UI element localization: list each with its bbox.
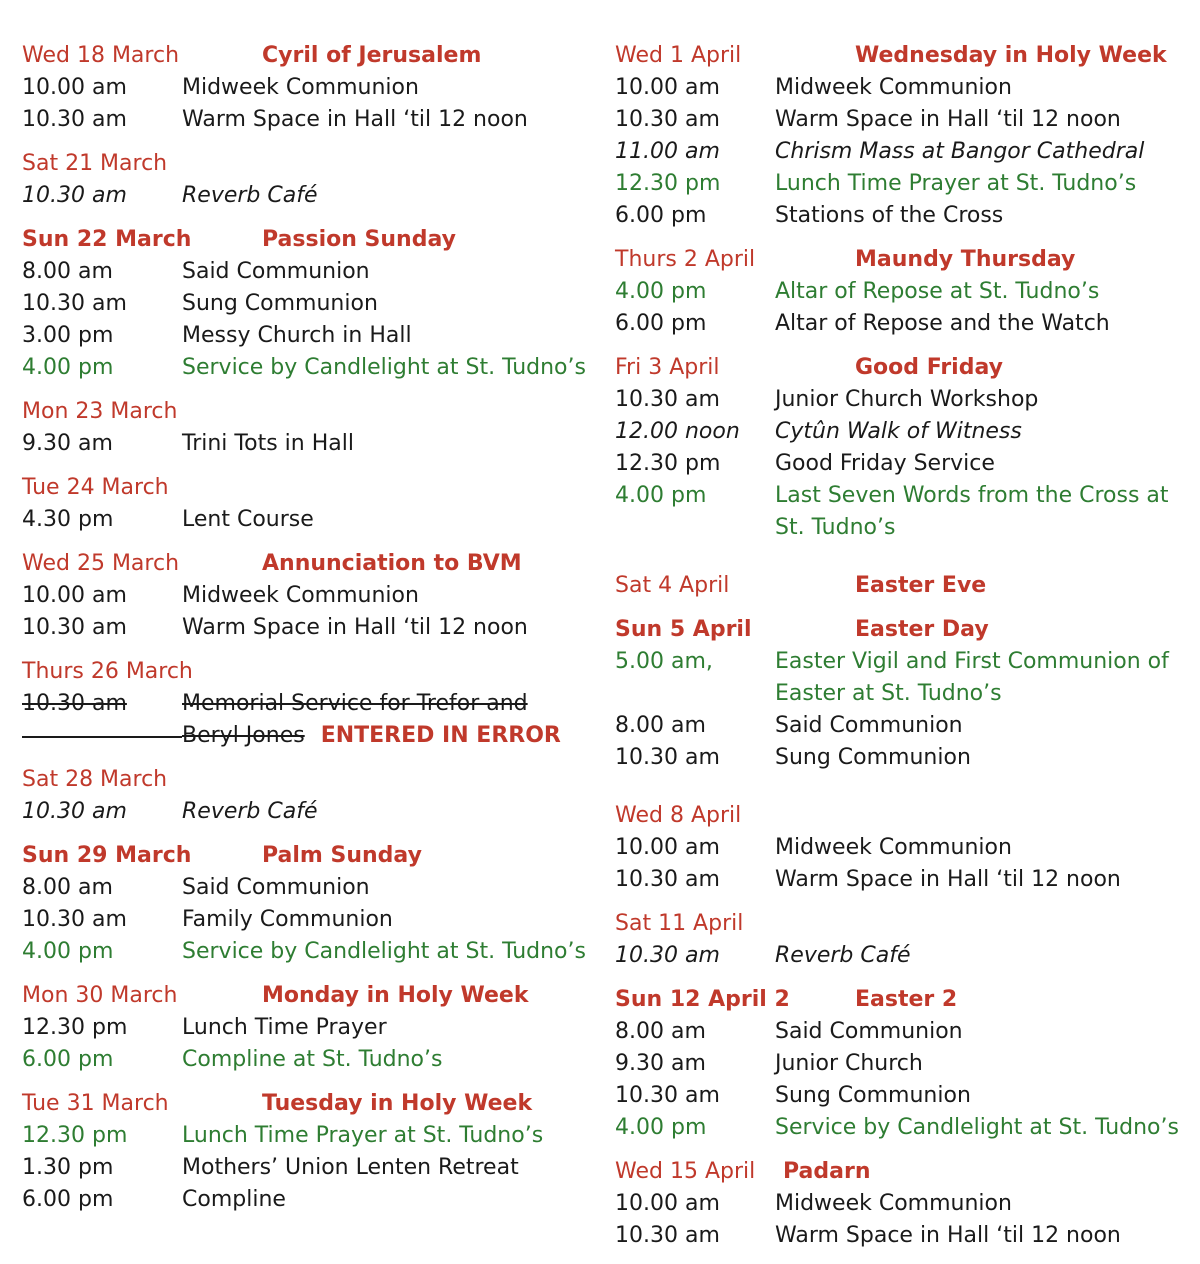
day-date: Sat 21 March bbox=[22, 151, 168, 176]
service-name: Service by Candlelight at St. Tudno’s bbox=[182, 355, 586, 380]
service-name: Midweek Communion bbox=[775, 75, 1012, 100]
service-time: 10.30 am bbox=[615, 1083, 720, 1108]
cancelled-service bbox=[22, 688, 602, 752]
service-row bbox=[615, 1048, 1195, 1080]
day-date: Wed 25 March bbox=[22, 551, 180, 576]
left-column bbox=[22, 40, 602, 1228]
service-name: Lunch Time Prayer bbox=[182, 1015, 387, 1040]
service-time: 8.00 am bbox=[615, 1019, 706, 1044]
service-row bbox=[615, 104, 1195, 136]
feast-name: Wednesday in Holy Week bbox=[855, 43, 1167, 68]
day-date: Thurs 2 April bbox=[615, 247, 756, 272]
day-date: Wed 1 April bbox=[615, 43, 742, 68]
service-name: Midweek Communion bbox=[775, 835, 1012, 860]
service-row bbox=[22, 580, 602, 612]
day-date: Fri 3 April bbox=[615, 355, 720, 380]
service-row bbox=[22, 72, 602, 104]
day-date: Mon 30 March bbox=[22, 983, 178, 1008]
service-name: Said Communion bbox=[182, 259, 370, 284]
service-row bbox=[615, 646, 1195, 710]
day-block bbox=[615, 352, 1195, 544]
day-date: Sun 22 March bbox=[22, 227, 192, 252]
service-row bbox=[615, 710, 1195, 742]
feast-name: Easter 2 bbox=[855, 987, 958, 1012]
service-row bbox=[22, 180, 602, 212]
service-time: 11.00 am bbox=[615, 139, 720, 164]
service-time: 4.00 pm bbox=[615, 1115, 707, 1140]
service-time: 10.30 am bbox=[615, 943, 720, 968]
service-time: 5.00 am, bbox=[615, 649, 713, 674]
service-row bbox=[615, 1220, 1195, 1252]
service-name: Family Communion bbox=[182, 907, 393, 932]
feast-name: Easter Eve bbox=[855, 573, 987, 598]
service-name: Good Friday Service bbox=[775, 451, 995, 476]
service-time: 10.00 am bbox=[22, 75, 127, 100]
service-time: 8.00 am bbox=[22, 875, 113, 900]
service-name: Compline at St. Tudno’s bbox=[182, 1047, 443, 1072]
service-name: Junior Church Workshop bbox=[775, 387, 1039, 412]
service-name: Memorial Service for Trefor and bbox=[182, 691, 528, 716]
service-time: 10.00 am bbox=[22, 583, 127, 608]
service-name: Stations of the Cross bbox=[775, 203, 1004, 228]
service-time: 4.30 pm bbox=[22, 507, 114, 532]
service-row bbox=[615, 276, 1195, 308]
day-block bbox=[615, 800, 1195, 896]
service-row bbox=[22, 1120, 602, 1152]
service-name: Service by Candlelight at St. Tudno’s bbox=[182, 939, 586, 964]
service-row bbox=[22, 504, 602, 536]
service-time: 9.30 am bbox=[22, 431, 113, 456]
service-name: Midweek Communion bbox=[182, 583, 419, 608]
strike-rule bbox=[22, 736, 182, 738]
service-time: 3.00 pm bbox=[22, 323, 114, 348]
feast-name: Tuesday in Holy Week bbox=[262, 1091, 533, 1116]
service-time: 6.00 pm bbox=[615, 203, 707, 228]
service-row bbox=[22, 1012, 602, 1044]
day-date: Thurs 26 March bbox=[22, 659, 193, 684]
service-row bbox=[615, 940, 1195, 972]
day-date: Sun 5 April bbox=[615, 617, 752, 642]
service-row bbox=[615, 742, 1195, 774]
service-row bbox=[615, 1112, 1195, 1144]
feast-name: Good Friday bbox=[855, 355, 1003, 380]
service-time: 10.30 am bbox=[22, 291, 127, 316]
day-date: Tue 31 March bbox=[22, 1091, 169, 1116]
service-row bbox=[22, 612, 602, 644]
day-date: Wed 8 April bbox=[615, 803, 742, 828]
service-name: Lunch Time Prayer at St. Tudno’s bbox=[775, 171, 1137, 196]
day-block bbox=[615, 570, 1195, 602]
service-name: Trini Tots in Hall bbox=[182, 431, 354, 456]
service-time: 10.30 am bbox=[22, 907, 127, 932]
feast-name: Monday in Holy Week bbox=[262, 983, 529, 1008]
service-name: Junior Church bbox=[775, 1051, 923, 1076]
service-row bbox=[615, 384, 1195, 416]
day-date: Sat 11 April bbox=[615, 911, 744, 936]
service-time: 10.30 am bbox=[22, 799, 127, 824]
service-time: 10.30 am bbox=[615, 387, 720, 412]
day-date: Sun 12 April 2 bbox=[615, 987, 790, 1012]
service-time: 8.00 am bbox=[615, 713, 706, 738]
day-date: Mon 23 March bbox=[22, 399, 178, 424]
day-date: Wed 15 April bbox=[615, 1159, 756, 1184]
service-row bbox=[615, 308, 1195, 340]
feast-name: Cyril of Jerusalem bbox=[262, 43, 482, 68]
service-time: 6.00 pm bbox=[22, 1047, 114, 1072]
service-row bbox=[22, 904, 602, 936]
service-name: Altar of Repose and the Watch bbox=[775, 311, 1110, 336]
service-time: 8.00 am bbox=[22, 259, 113, 284]
service-row bbox=[22, 256, 602, 288]
service-row bbox=[615, 864, 1195, 896]
service-time: 10.00 am bbox=[615, 75, 720, 100]
service-time: 10.30 am bbox=[615, 867, 720, 892]
service-name: Midweek Communion bbox=[775, 1191, 1012, 1216]
service-time: 10.00 am bbox=[615, 835, 720, 860]
day-date: Wed 18 March bbox=[22, 43, 180, 68]
day-block bbox=[22, 40, 602, 136]
day-block bbox=[615, 614, 1195, 774]
service-time: 6.00 pm bbox=[615, 311, 707, 336]
service-name: Said Communion bbox=[182, 875, 370, 900]
service-name: Altar of Repose at St. Tudno’s bbox=[775, 279, 1100, 304]
service-row bbox=[615, 448, 1195, 480]
service-time: 10.30 am bbox=[615, 107, 720, 132]
service-name: Warm Space in Hall ‘til 12 noon bbox=[182, 107, 528, 132]
service-name: Said Communion bbox=[775, 713, 963, 738]
day-block bbox=[22, 148, 602, 212]
day-block bbox=[615, 984, 1195, 1144]
service-name-continued: Beryl Jones bbox=[182, 723, 305, 748]
service-row bbox=[615, 416, 1195, 448]
service-time: 4.00 pm bbox=[615, 483, 707, 508]
service-name: Last Seven Words from the Cross at St. Tudno’s bbox=[775, 483, 1169, 540]
day-block bbox=[615, 244, 1195, 340]
service-row bbox=[615, 1188, 1195, 1220]
service-name: Lent Course bbox=[182, 507, 314, 532]
service-time: 4.00 pm bbox=[22, 939, 114, 964]
service-time: 4.00 pm bbox=[615, 279, 707, 304]
service-time: 10.30 am bbox=[615, 745, 720, 770]
service-name: Messy Church in Hall bbox=[182, 323, 412, 348]
service-name: Reverb Café bbox=[182, 799, 318, 824]
service-row bbox=[615, 168, 1195, 200]
day-date: Sun 29 March bbox=[22, 843, 192, 868]
service-name: Warm Space in Hall ‘til 12 noon bbox=[182, 615, 528, 640]
service-name: Warm Space in Hall ‘til 12 noon bbox=[775, 107, 1121, 132]
day-block bbox=[22, 840, 602, 968]
day-block bbox=[22, 396, 602, 460]
day-block bbox=[615, 908, 1195, 972]
service-name: Reverb Café bbox=[182, 183, 318, 208]
service-row bbox=[22, 104, 602, 136]
service-row bbox=[22, 320, 602, 352]
feast-name: Padarn bbox=[783, 1159, 871, 1184]
service-name: Warm Space in Hall ‘til 12 noon bbox=[775, 867, 1121, 892]
service-row bbox=[22, 1152, 602, 1184]
service-time: 12.30 pm bbox=[615, 451, 721, 476]
service-row bbox=[22, 936, 602, 968]
day-block bbox=[22, 764, 602, 828]
service-name: Easter Vigil and First Communion of Easter at St. Tudno’s bbox=[775, 649, 1169, 706]
service-name: Chrism Mass at Bangor Cathedral bbox=[775, 139, 1145, 164]
service-row bbox=[615, 1080, 1195, 1112]
day-block bbox=[22, 224, 602, 384]
service-name: Mothers’ Union Lenten Retreat bbox=[182, 1155, 519, 1180]
day-block bbox=[22, 472, 602, 536]
service-row bbox=[615, 480, 1195, 544]
service-time: 9.30 am bbox=[615, 1051, 706, 1076]
service-name: Sung Communion bbox=[775, 1083, 971, 1108]
day-block bbox=[22, 980, 602, 1076]
day-date: Tue 24 March bbox=[22, 475, 169, 500]
service-time: 12.00 noon bbox=[615, 419, 740, 444]
service-name: Sung Communion bbox=[775, 745, 971, 770]
service-time: 10.30 am bbox=[22, 183, 127, 208]
service-name: Compline bbox=[182, 1187, 286, 1212]
service-row bbox=[615, 200, 1195, 232]
service-row bbox=[615, 72, 1195, 104]
service-time: 12.30 pm bbox=[615, 171, 721, 196]
feast-name: Passion Sunday bbox=[262, 227, 456, 252]
error-note: ENTERED IN ERROR bbox=[320, 723, 561, 748]
service-name: Midweek Communion bbox=[182, 75, 419, 100]
right-column bbox=[615, 40, 1195, 1264]
day-block bbox=[22, 548, 602, 644]
service-time: 10.30 am bbox=[22, 691, 127, 716]
service-name: Lunch Time Prayer at St. Tudno’s bbox=[182, 1123, 544, 1148]
service-name: Reverb Café bbox=[775, 943, 911, 968]
service-name: Said Communion bbox=[775, 1019, 963, 1044]
service-name: Sung Communion bbox=[182, 291, 378, 316]
day-block bbox=[615, 40, 1195, 232]
day-block bbox=[22, 656, 602, 752]
service-time: 10.30 am bbox=[615, 1223, 720, 1248]
feast-name: Easter Day bbox=[855, 617, 989, 642]
service-name: Cytûn Walk of Witness bbox=[775, 419, 1022, 444]
service-row bbox=[22, 428, 602, 460]
service-time: 10.30 am bbox=[22, 107, 127, 132]
service-row bbox=[22, 1044, 602, 1076]
service-name: Service by Candlelight at St. Tudno’s bbox=[775, 1115, 1179, 1140]
service-time: 12.30 pm bbox=[22, 1123, 128, 1148]
service-time: 4.00 pm bbox=[22, 355, 114, 380]
feast-name: Maundy Thursday bbox=[855, 247, 1076, 272]
service-row bbox=[22, 352, 602, 384]
service-name: Warm Space in Hall ‘til 12 noon bbox=[775, 1223, 1121, 1248]
service-row bbox=[22, 796, 602, 828]
service-row bbox=[22, 1184, 602, 1216]
service-row bbox=[22, 288, 602, 320]
feast-name: Annunciation to BVM bbox=[262, 551, 522, 576]
day-date: Sat 28 March bbox=[22, 767, 168, 792]
service-time: 12.30 pm bbox=[22, 1015, 128, 1040]
day-date: Sat 4 April bbox=[615, 573, 730, 598]
service-time: 10.00 am bbox=[615, 1191, 720, 1216]
service-row bbox=[22, 872, 602, 904]
day-block bbox=[22, 1088, 602, 1216]
feast-name: Palm Sunday bbox=[262, 843, 422, 868]
service-time: 6.00 pm bbox=[22, 1187, 114, 1212]
service-row bbox=[615, 136, 1195, 168]
service-time: 1.30 pm bbox=[22, 1155, 114, 1180]
service-time: 10.30 am bbox=[22, 615, 127, 640]
service-row bbox=[615, 1016, 1195, 1048]
service-row bbox=[615, 832, 1195, 864]
